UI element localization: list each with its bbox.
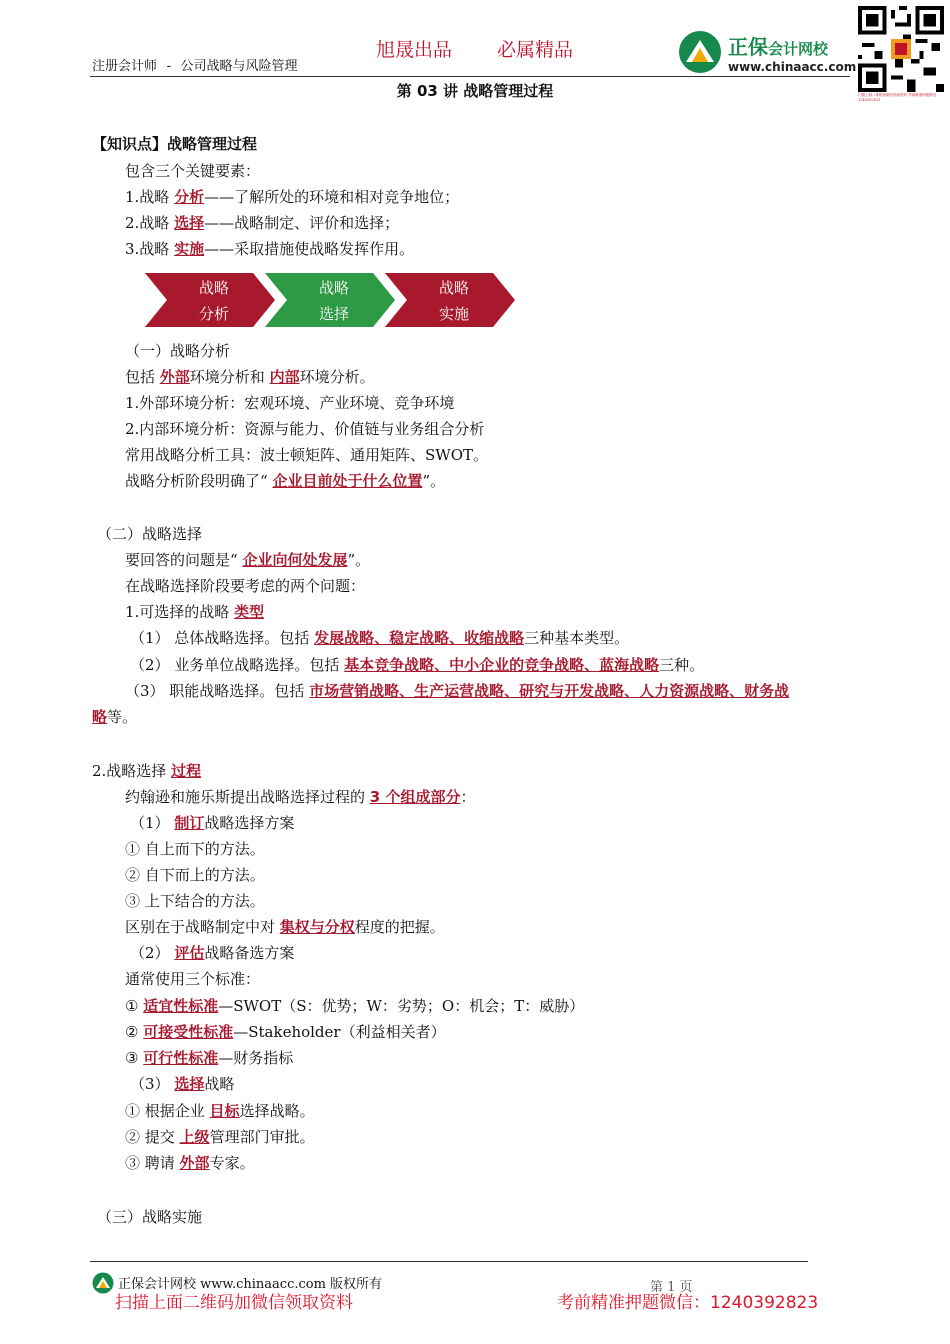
brand-name: 正保	[728, 34, 768, 59]
highlight-term: 外部	[159, 368, 190, 386]
header-divider	[90, 76, 850, 77]
course-name: 注册会计师 - 公司战略与风险管理	[92, 59, 298, 74]
highlight-term: 企业向何处发展	[242, 551, 348, 569]
flow-step-label: 战略	[318, 279, 350, 297]
text-run: ② 提交	[125, 1128, 180, 1146]
text-line	[125, 160, 260, 181]
text-run: 三种基本类型。	[524, 629, 630, 647]
knowledge-point-heading: 【知识点】战略管理过程	[92, 135, 258, 153]
brand-suffix: 会计网校	[768, 39, 829, 58]
highlight-term: 3 个组成部分	[369, 788, 461, 806]
text-run: 常用战略分析工具：波士顿矩阵、通用矩阵、SWOT。	[125, 446, 488, 464]
text-line	[125, 786, 475, 807]
flow-step-label: 分析	[198, 305, 230, 323]
highlight-term: 过程	[171, 762, 202, 780]
text-run: 战略选择方案	[204, 814, 295, 832]
text-run: ——采取措施使战略发挥作用。	[204, 240, 415, 258]
highlight-term: 略	[92, 708, 108, 726]
text-line	[125, 916, 445, 937]
text-run: （二）战略选择	[97, 525, 203, 543]
text-run: 三种。	[659, 656, 705, 674]
brand-logo-icon	[678, 30, 722, 74]
text-line	[130, 812, 294, 833]
text-line	[125, 890, 265, 911]
text-run: 要回答的问题是“	[125, 551, 243, 569]
text-line	[125, 968, 260, 989]
text-run: 战略分析阶段明确了“	[125, 472, 273, 490]
text-run: 专家。	[209, 1154, 255, 1172]
highlight-term: 企业目前处于什么位置	[272, 472, 423, 490]
text-line	[92, 760, 201, 781]
text-line	[125, 864, 265, 885]
text-run: （1）	[130, 814, 175, 832]
text-line	[92, 706, 137, 727]
text-line	[125, 1047, 293, 1068]
text-run: ② 自下而上的方法。	[125, 866, 265, 884]
text-run: 包括	[125, 368, 160, 386]
text-run: ③ 聘请	[125, 1154, 180, 1172]
text-run: 环境分析。	[299, 368, 375, 386]
highlight-term: 评估	[174, 944, 205, 962]
text-run: —Stakeholder（利益相关者）	[233, 1023, 446, 1041]
highlight-term: 内部	[269, 368, 300, 386]
promo-right: 考前精准押题微信：1240392823	[557, 1293, 819, 1313]
footer-divider	[90, 1261, 808, 1262]
strategy-flow-svg	[145, 272, 525, 328]
highlight-term: 选择	[174, 214, 205, 232]
text-line	[125, 418, 484, 439]
text-run: 等。	[107, 708, 138, 726]
highlight-term: 可接受性标准	[143, 1023, 234, 1041]
highlight-term: 上级	[179, 1128, 210, 1146]
text-run: —财务指标	[218, 1049, 294, 1067]
text-line	[125, 838, 265, 859]
text-run: （3） 职能战略选择。包括	[125, 682, 310, 700]
text-run: （一）战略分析	[125, 342, 231, 360]
text-run: 战略	[204, 1075, 235, 1093]
highlight-term: 目标	[209, 1102, 240, 1120]
brand-logo	[678, 30, 856, 74]
flow-step	[385, 273, 515, 327]
text-run: —SWOT（S：优势；W：劣势；O：机会；T：威胁）	[218, 997, 585, 1015]
text-run: 战略备选方案	[204, 944, 295, 962]
text-run: （2） 业务单位战略选择。包括	[130, 656, 345, 674]
text-run: ：	[460, 788, 476, 806]
slogan-right: 必属精品	[497, 39, 574, 61]
text-run: 1.可选择的战略	[125, 603, 235, 621]
text-run: 包含三个关键要素：	[125, 162, 261, 180]
page-number: 第 1 页	[650, 1280, 693, 1295]
text-run: 管理部门审批。	[209, 1128, 315, 1146]
text-line	[125, 995, 584, 1016]
text-line	[125, 186, 459, 207]
text-line	[125, 575, 365, 596]
highlight-term: 适宜性标准	[143, 997, 219, 1015]
text-run: 2.战略选择	[92, 762, 172, 780]
text-run: 在战略选择阶段要考虑的两个问题：	[125, 577, 366, 595]
highlight-term: 选择	[174, 1075, 205, 1093]
text-line	[125, 1021, 446, 1042]
highlight-term: 可行性标准	[143, 1049, 219, 1067]
highlight-term: 集权与分权	[279, 918, 355, 936]
text-run: ①	[125, 997, 144, 1015]
qr-caption: 扫描上面二维码加微信领取资料 考前精准押题微信：1240392823	[858, 93, 940, 102]
text-run: ②	[125, 1023, 144, 1041]
text-line	[125, 601, 264, 622]
text-line	[97, 523, 202, 544]
highlight-term: 制订	[174, 814, 205, 832]
highlight-term: 基本竞争战略、中小企业的竞争战略、蓝海战略	[344, 656, 660, 674]
lecture-title: 第 03 讲 战略管理过程	[396, 82, 554, 100]
text-run: ① 根据企业	[125, 1102, 210, 1120]
text-run: 2.战略	[125, 214, 175, 232]
text-run: ③ 上下结合的方法。	[125, 892, 265, 910]
flow-step-label: 战略	[438, 279, 470, 297]
highlight-term: 发展战略、稳定战略、收缩战略	[314, 629, 525, 647]
text-run: 程度的把握。	[354, 918, 445, 936]
highlight-term: 类型	[234, 603, 265, 621]
text-run: （3）	[130, 1075, 175, 1093]
text-run: 环境分析和	[189, 368, 270, 386]
highlight-term: 实施	[174, 240, 205, 258]
text-line	[125, 680, 789, 701]
flow-step-label: 战略	[198, 279, 230, 297]
text-line	[125, 1100, 315, 1121]
text-line	[125, 212, 399, 233]
text-line	[130, 1073, 234, 1094]
text-run: 3.战略	[125, 240, 175, 258]
highlight-term: 分析	[174, 188, 205, 206]
promo-left: 扫描上面二维码加微信领取资料	[115, 1293, 353, 1313]
flow-step-label: 实施	[438, 305, 470, 323]
highlight-term: 外部	[179, 1154, 210, 1172]
text-run: （三）战略实施	[97, 1208, 203, 1226]
text-run: ”。	[422, 472, 446, 490]
slogan-left: 旭晟出品	[376, 39, 453, 61]
text-line	[125, 340, 230, 361]
text-line	[125, 366, 375, 387]
footer-copyright: 正保会计网校 www.chinaacc.com 版权所有	[118, 1277, 383, 1292]
text-run: 1.战略	[125, 188, 175, 206]
text-run: ——了解所处的环境和相对竞争地位；	[204, 188, 460, 206]
text-run: 约翰逊和施乐斯提出战略选择过程的	[125, 788, 370, 806]
text-run: ③	[125, 1049, 144, 1067]
text-line	[125, 238, 414, 259]
text-run: 选择战略。	[239, 1102, 315, 1120]
text-line	[125, 444, 488, 465]
text-line	[125, 1126, 315, 1147]
strategy-flow-diagram	[145, 272, 525, 332]
text-run: 1.外部环境分析：宏观环境、产业环境、竞争环境	[125, 394, 455, 412]
text-line	[125, 549, 370, 570]
text-run: （2）	[130, 944, 175, 962]
text-run: （1） 总体战略选择。包括	[130, 629, 315, 647]
text-line	[130, 627, 629, 648]
text-run: 通常使用三个标准：	[125, 970, 261, 988]
text-line	[130, 654, 704, 675]
text-run: ”。	[347, 551, 371, 569]
text-run: ——战略制定、评价和选择；	[204, 214, 400, 232]
text-line	[125, 470, 445, 491]
brand-url: www.chinaacc.com	[728, 59, 857, 74]
highlight-term: 市场营销战略、生产运营战略、研究与开发战略、人力资源战略、财务战	[309, 682, 790, 700]
flow-step	[145, 273, 275, 327]
text-line	[125, 392, 454, 413]
text-run: 2.内部环境分析：资源与能力、价值链与业务组合分析	[125, 420, 485, 438]
footer-logo-icon	[92, 1272, 114, 1298]
text-line	[130, 942, 294, 963]
flow-step	[265, 273, 395, 327]
text-line	[125, 1152, 255, 1173]
text-run: ① 自上而下的方法。	[125, 840, 265, 858]
text-run: 区别在于战略制定中对	[125, 918, 280, 936]
text-line	[97, 1206, 202, 1227]
flow-step-label: 选择	[318, 305, 350, 323]
